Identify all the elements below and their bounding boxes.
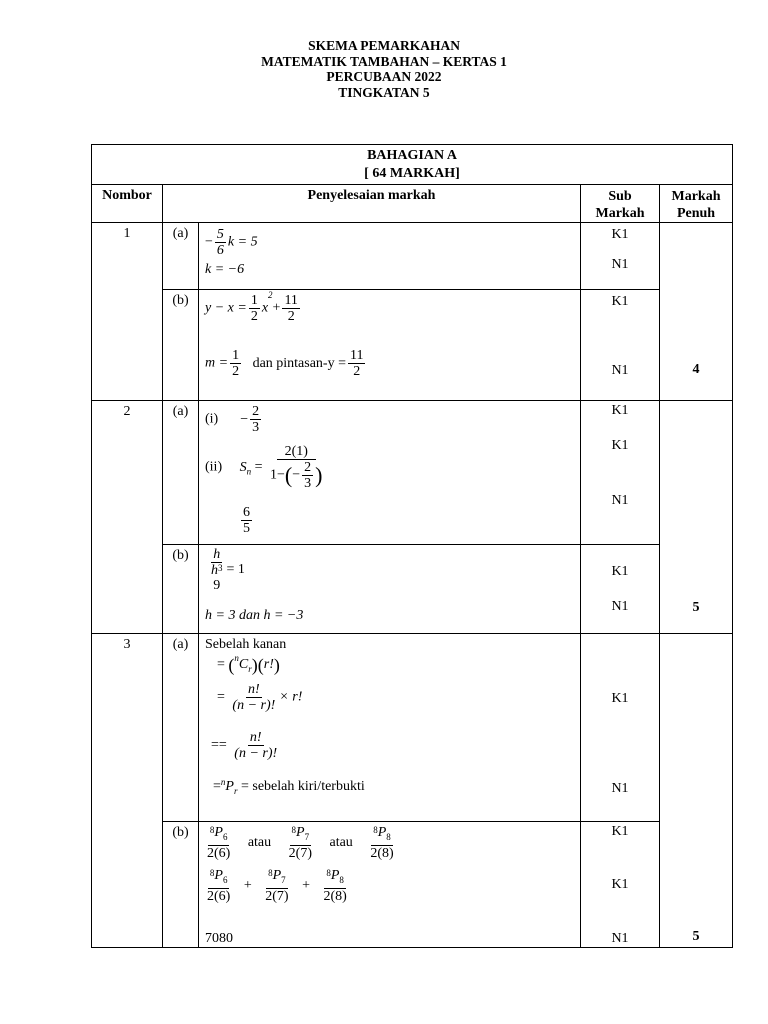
q2-total-cell [660,401,733,634]
q1a-mark-n1: N1 [611,257,629,272]
q2b-mark-n1: N1 [611,599,629,614]
header-line-1: SKEMA PEMARKAHAN [308,38,460,53]
q3a-l3-num: n! [249,730,262,745]
q2b-eq1-rest: = 1 [226,562,245,578]
q3a-l2-num: n! [248,682,260,697]
q1a-frac-num: 5 [216,227,224,242]
q1b-m-den: 2 [232,364,240,379]
q3b-sum-p7: P [272,868,282,883]
q1-total-cell [660,223,733,401]
header-line-3: PERCUBAAN 2022 [326,69,442,84]
q2a-part-ii: (ii) $S_n$ = 2(1) 1−(− $\frac{2}{3}$ ) [205,444,323,491]
header-full-mark-line2: Penuh [676,206,716,221]
q2b-nine: 9 [213,578,221,593]
q3a-mark-n1: N1 [611,781,629,796]
q2b-result: h = 3 dan h = −3 [205,608,304,623]
q1b-f2-num: 11 [284,293,298,308]
q3b-sum-d8: 2(8) [323,888,347,904]
q2a-inner-num: 2 [304,460,312,475]
q1b-plus: + [272,300,281,316]
q1b-x: x [261,300,269,316]
q3b-sum-d7: 2(7) [265,888,289,904]
q1b-lhs: y − x = [205,300,247,316]
q1a-eq1-rest: k = 5 [227,234,258,250]
q2a-marks [581,401,660,545]
q2b-h: h [213,547,221,562]
q1b-label: (b) [163,290,199,401]
q2-total: 5 [692,600,700,615]
q2a-inner-den: 3 [304,476,312,491]
q2a-i-den: 3 [252,420,260,435]
q3b-label: (b) [163,822,199,948]
header-full-mark-line1: Markah [671,189,721,204]
q3b-result: 7080 [205,931,233,946]
q1b-eq1 [205,290,302,324]
header-full-mark [660,185,733,223]
q3a-mark-k1: K1 [611,691,629,706]
q3b-options [203,825,398,861]
q2b-solution [199,545,581,634]
q3b-sup8-a: 8 [209,825,215,835]
q2a-sn-sub: n [246,466,252,477]
q2a-i-num: 2 [252,404,260,419]
q3b-p6-sub: 6 [222,831,228,842]
q2b-h3-exp: 3 [218,563,223,573]
q3b-atau-2: atau [329,835,353,851]
q3b-p8-sub: 8 [386,831,391,842]
q3b-mark-n1: N1 [611,931,629,946]
q3b-p7: P [296,825,305,840]
q3b-mark-k1-1: K1 [611,824,629,839]
q3a-label: (a) [163,634,199,822]
q3a-rf: r! [263,657,274,673]
q3a-c: C [238,657,249,673]
q3b-sup8-c: 8 [373,825,378,835]
q3b-sup8-d: 8 [209,868,215,878]
q3a-l4-rest: = sebelah kiri/terbukti [240,779,365,794]
q1a-solution [199,223,581,290]
q1b-eq2 [205,348,367,379]
q2a-i-label: (i) [205,411,219,427]
q1-total: 4 [692,362,700,377]
q3b-mark-k1-2: K1 [611,877,629,892]
header-line-4: TINGKATAN 5 [338,84,430,100]
q3a-l2-den: (n − r)! [232,698,276,713]
q1b-mark-k1: K1 [611,294,629,309]
section-title-cell [92,145,733,185]
q2b-h3: h [211,563,218,578]
q2a-one-minus: 1− [270,467,285,483]
q3b-sup8-b: 8 [291,825,297,835]
q1a-eq1: − $\frac{5}{6}$ k = 5 [205,227,258,258]
header-sub-mark-line2: Markah [595,206,645,221]
q1a-mark-k1: K1 [611,227,629,242]
q1b-f1-den: 2 [250,309,258,324]
q3a-line2: = $\frac{n!}{(n - r)!}$ × r! [217,682,303,713]
q3b-plus-2: + [302,878,310,894]
q3a-solution [199,634,581,822]
q2a-res-num: 6 [243,505,250,520]
q3b-marks [581,822,660,948]
q3b-d7: 2(7) [288,845,312,861]
q1b-x-exp: 2 [268,290,273,300]
q3a-line4: $=^nP_r$ = sebelah kiri/terbukti [213,777,365,796]
q3b-sup8-e: 8 [268,868,273,878]
q2b-mark-k1: K1 [611,564,629,579]
q2b-marks [581,545,660,634]
q3b-sum-p6-sub: 6 [222,874,228,885]
q3a-l3-den: (n − r)! [234,746,278,761]
q2a-part-i: (i) − $\frac{2}{3}$ [205,404,260,435]
document-header [0,38,768,100]
q3b-plus-1: + [243,878,252,894]
q1b-dan-text: dan pintasan-y = [252,355,346,371]
q3a-line3: == $\frac{n!}{(n - r)!}$ [211,730,278,761]
q1b-m-lhs: m = [205,355,229,371]
q1b-marks [581,290,660,401]
q3-total-cell [660,634,733,948]
section-marks: [ 64 MARKAH] [364,166,460,181]
q2a-sn: S [239,459,247,475]
q1b-m-num: 1 [232,348,240,363]
header-sub-mark-line1: Sub [608,189,632,204]
q3a-c-sub: r [248,664,252,675]
q1-number: 1 [92,223,163,401]
q2a-mark-k1-1: K1 [611,403,629,418]
q3-number: 3 [92,634,163,948]
q3b-sum-d6: 2(6) [207,888,231,904]
header-sub-mark [581,185,660,223]
q3a-marks [581,634,660,822]
q2a-sn-den: 1−(− $\frac{2}{3}$ ) [270,460,323,491]
q3b-sum-p8-sub: 8 [339,874,344,885]
q3b-sup8-f: 8 [326,868,331,878]
header-line-2: MATEMATIK TAMBAHAN – KERTAS 1 [261,53,507,69]
q2-number: 2 [92,401,163,634]
q3b-sum-p6: P [214,868,223,883]
q1b-mark-n1: N1 [611,363,629,378]
q3b-solution [199,822,581,948]
q1b-solution [199,290,581,401]
q3-total: 5 [692,929,700,944]
q2a-mark-k1-2: K1 [611,438,629,453]
q3a-p-sub: r [233,785,238,796]
q2a-mark-n1: N1 [611,493,629,508]
q3b-p6: P [214,825,223,840]
marking-scheme-table [91,144,733,948]
q2a-res-den: 5 [243,521,250,536]
q3a-times-r: × r! [279,689,303,705]
q1b-y-num: 11 [350,348,364,363]
q1b-y-den: 2 [353,364,361,379]
q3b-p8: P [377,825,387,840]
q3b-sum-p8: P [330,868,340,883]
q2b-eq1 [207,547,245,593]
q3a-line1: = $(^nC_r)(r!)$ [217,653,280,675]
header-number: Nombor [92,185,163,223]
q1a-eq2: k = −6 [205,262,245,277]
q1b-f1-num: 1 [250,293,258,308]
q3b-d6: 2(6) [207,845,231,861]
q2b-label: (b) [163,545,199,634]
q3b-d8: 2(8) [370,845,394,861]
q2a-ii-label: (ii) [205,459,223,475]
q3b-sum [203,868,351,904]
q1b-f2-den: 2 [287,309,295,324]
q3a-intro: Sebelah kanan [205,637,287,652]
header-solution: Penyelesaian markah [163,185,581,223]
q2a-solution [199,401,581,545]
q2b-den [209,563,225,593]
q3b-p7-sub: 7 [304,831,310,842]
q3b-sum-p7-sub: 7 [281,874,286,885]
q3b-atau-1: atau [247,835,272,851]
q2a-result [239,505,254,536]
q1a-marks [581,223,660,290]
q2a-label: (a) [163,401,199,545]
q2a-sn-num: 2(1) [277,444,316,460]
q3a-p: P [225,779,234,794]
section-title: BAHAGIAN A [367,148,457,163]
q1a-frac-den: 6 [216,243,224,258]
q1a-label: (a) [163,223,199,290]
